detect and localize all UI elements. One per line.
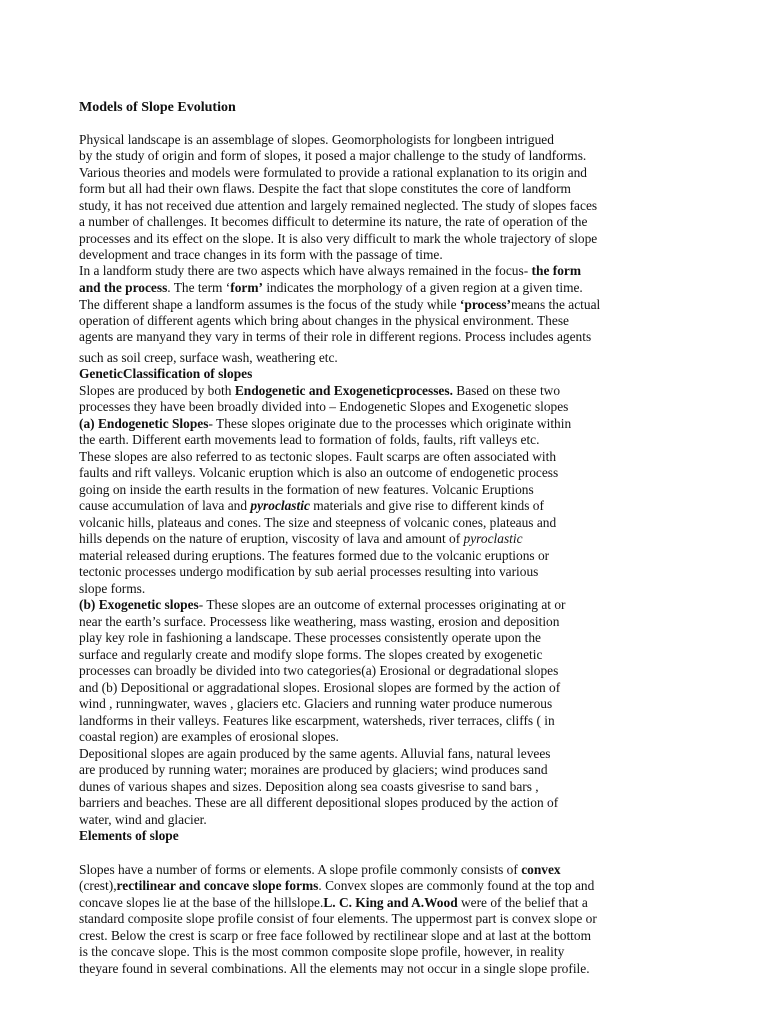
text-run: tectonic processes undergo modification by sub aerial processes resulting into various xyxy=(79,564,539,579)
text-run: Based on these two xyxy=(452,383,561,398)
text-run: surface and regularly create and modify slope forms. The slopes created by exogenetic xyxy=(79,647,543,662)
text-run: going on inside the earth results in the formation of new features. Volcanic Eruptions xyxy=(79,482,534,497)
text-run: play key role in fashioning a landscape. These processes consistently operate upon the xyxy=(79,630,541,645)
text-run: The different shape a landform assumes is the focus of the study while xyxy=(79,297,460,312)
text-line xyxy=(79,214,587,231)
emphasis-text: pyroclastic xyxy=(463,531,523,546)
text-line xyxy=(79,928,591,945)
text-run: crest. Below the crest is scarp or free face followed by rectilinear slope and at last at the bottom xyxy=(79,928,591,943)
text-line xyxy=(79,729,339,746)
text-line xyxy=(79,132,554,149)
text-line xyxy=(79,630,541,647)
text-line xyxy=(79,713,555,730)
text-line xyxy=(79,862,561,879)
emphasis-text: the form xyxy=(531,263,581,278)
text-run: - These slopes are an outcome of external processes originating at or xyxy=(198,597,566,612)
text-run: wind , runningwater, waves , glaciers etc. Glaciers and running water produce numerous xyxy=(79,696,553,711)
text-line xyxy=(79,181,571,198)
text-run: development and trace changes in its form with the passage of time. xyxy=(79,247,443,262)
emphasis-text: Elements of slope xyxy=(79,828,179,843)
text-line xyxy=(79,548,549,565)
text-run: theyare found in several combinations. All the elements may not occur in a single slope profile. xyxy=(79,961,590,976)
text-line xyxy=(79,198,597,215)
text-line xyxy=(79,165,587,182)
text-run: study, it has not received due attention and largely remained neglected. The study of slopes faces xyxy=(79,198,598,213)
text-line xyxy=(79,795,558,812)
text-run: operation of different agents which bring about changes in the physical environment. These xyxy=(79,313,569,328)
emphasis-text: L. C. King and A.Wood xyxy=(323,895,458,910)
text-run: standard composite slope profile consist of four elements. The uppermost part is convex slope or xyxy=(79,911,597,926)
text-run: . The term ‘ xyxy=(167,280,231,295)
text-run: are produced by running water; moraines are produced by glaciers; wind produces sand xyxy=(79,762,548,777)
document-title: Models of Slope Evolution xyxy=(79,100,236,115)
text-line xyxy=(79,564,538,581)
text-line xyxy=(79,148,586,165)
text-line xyxy=(79,416,571,433)
text-run: material released during eruptions. The features formed due to the volcanic eruptions or xyxy=(79,548,550,563)
text-run: water, wind and glacier. xyxy=(79,812,207,827)
text-line xyxy=(79,944,564,961)
text-run: These slopes are also referred to as tectonic slopes. Fault scarps are often associated with xyxy=(79,449,557,464)
text-run: agents are manyand they vary in terms of their role in different regions. Process includes agents xyxy=(79,329,592,344)
text-line xyxy=(79,350,338,367)
text-line xyxy=(79,647,542,664)
text-run: materials and give rise to different kinds of xyxy=(309,498,544,513)
text-run: barriers and beaches. These are all different depositional slopes produced by the action of xyxy=(79,795,559,810)
text-line xyxy=(79,465,558,482)
text-run: the earth. Different earth movements lead to formation of folds, faults, rift valleys etc. xyxy=(79,432,540,447)
emphasis-text: rectilinear and concave slope forms xyxy=(116,878,319,893)
text-run: Physical landscape is an assemblage of slopes. Geomorphologists for longbeen intrigued xyxy=(79,132,554,147)
text-run: processes they have been broadly divided into – Endogenetic Slopes and Exogenetic slopes xyxy=(79,399,569,414)
text-line xyxy=(79,696,552,713)
emphasis-text: ‘process’ xyxy=(459,297,511,312)
text-run: processes can broadly be divided into two categories(a) Erosional or degradational slopes xyxy=(79,663,559,678)
text-run: processes and its effect on the slope. It is also very difficult to mark the whole trajectory of slope xyxy=(79,231,598,246)
text-run: hills depends on the nature of eruption, viscosity of lava and amount of xyxy=(79,531,464,546)
emphasis-text: pyroclastic xyxy=(250,498,310,513)
text-run: Slopes have a number of forms or elements. A slope profile commonly consists of xyxy=(79,862,522,877)
text-run: . Convex slopes are commonly found at the top and xyxy=(318,878,595,893)
text-line xyxy=(79,329,591,346)
text-line xyxy=(79,313,569,330)
text-run: near the earth’s surface. Processess like weathering, mass wasting, erosion and deposition xyxy=(79,614,560,629)
text-run: coastal region) are examples of erosional slopes. xyxy=(79,729,339,744)
text-run: were of the belief that a xyxy=(457,895,588,910)
text-line xyxy=(79,515,556,532)
text-line xyxy=(79,812,207,829)
text-line xyxy=(79,432,539,449)
text-run: form but all had their own flaws. Despite the fact that slope constitutes the core of landform xyxy=(79,181,571,196)
text-run: Various theories and models were formulated to provide a rational explanation to its origin and xyxy=(79,165,587,180)
text-line xyxy=(79,961,590,978)
emphasis-text: form’ xyxy=(230,280,263,295)
text-line xyxy=(79,482,534,499)
text-run: indicates the morphology of a given region at a given time. xyxy=(262,280,583,295)
text-line xyxy=(79,297,600,314)
text-run: (crest), xyxy=(79,878,117,893)
text-run: volcanic hills, plateaus and cones. The size and steepness of volcanic cones, plateaus and xyxy=(79,515,557,530)
text-run: - These slopes originate due to the processes which originate within xyxy=(208,416,572,431)
text-line xyxy=(79,911,597,928)
text-run: and (b) Depositional or aggradational slopes. Erosional slopes are formed by the action of xyxy=(79,680,561,695)
text-line xyxy=(79,878,594,895)
emphasis-text: (a) Endogenetic Slopes xyxy=(79,416,209,431)
text-line xyxy=(79,263,581,280)
emphasis-text: convex xyxy=(521,862,561,877)
text-line xyxy=(79,399,568,416)
emphasis-text: (b) Exogenetic slopes xyxy=(79,597,199,612)
text-line xyxy=(79,597,566,614)
text-run: Slopes are produced by both xyxy=(79,383,235,398)
text-line xyxy=(79,449,556,466)
text-line xyxy=(79,614,559,631)
text-run: dunes of various shapes and sizes. Deposition along sea coasts givesrise to sand bars , xyxy=(79,779,539,794)
emphasis-text: GeneticClassification of slopes xyxy=(79,366,253,381)
emphasis-text: Endogenetic and Exogeneticprocesses. xyxy=(234,383,453,398)
text-run: is the concave slope. This is the most common composite slope profile, however, in reality xyxy=(79,944,565,959)
text-line xyxy=(79,680,560,697)
text-line xyxy=(79,581,145,598)
text-line xyxy=(79,779,539,796)
text-line xyxy=(79,280,583,297)
text-run: concave slopes lie at the base of the hillslope. xyxy=(79,895,324,910)
text-line xyxy=(79,828,179,845)
text-run: landforms in their valleys. Features like escarpment, watersheds, river terraces, cliffs ( in xyxy=(79,713,555,728)
text-run: such as soil creep, surface wash, weathering etc. xyxy=(79,350,338,365)
text-run: by the study of origin and form of slopes, it posed a major challenge to the study of landforms. xyxy=(79,148,587,163)
text-line xyxy=(79,247,443,264)
emphasis-text: and the process xyxy=(79,280,168,295)
text-run: faults and rift valleys. Volcanic eruption which is also an outcome of endogenetic process xyxy=(79,465,559,480)
text-run: In a landform study there are two aspects which have always remained in the focus- xyxy=(79,263,532,278)
text-line xyxy=(79,531,523,548)
text-run: Depositional slopes are again produced by the same agents. Alluvial fans, natural levees xyxy=(79,746,551,761)
text-line xyxy=(79,762,548,779)
text-run: means the actual xyxy=(511,297,601,312)
text-line xyxy=(79,231,597,248)
text-run: a number of challenges. It becomes difficult to determine its nature, the rate of operation of the xyxy=(79,214,588,229)
text-line xyxy=(79,663,558,680)
text-line xyxy=(79,383,560,400)
text-line xyxy=(79,746,551,763)
text-run: slope forms. xyxy=(79,581,146,596)
text-line xyxy=(79,895,588,912)
text-run: cause accumulation of lava and xyxy=(79,498,251,513)
text-line xyxy=(79,366,252,383)
text-line xyxy=(79,498,544,515)
